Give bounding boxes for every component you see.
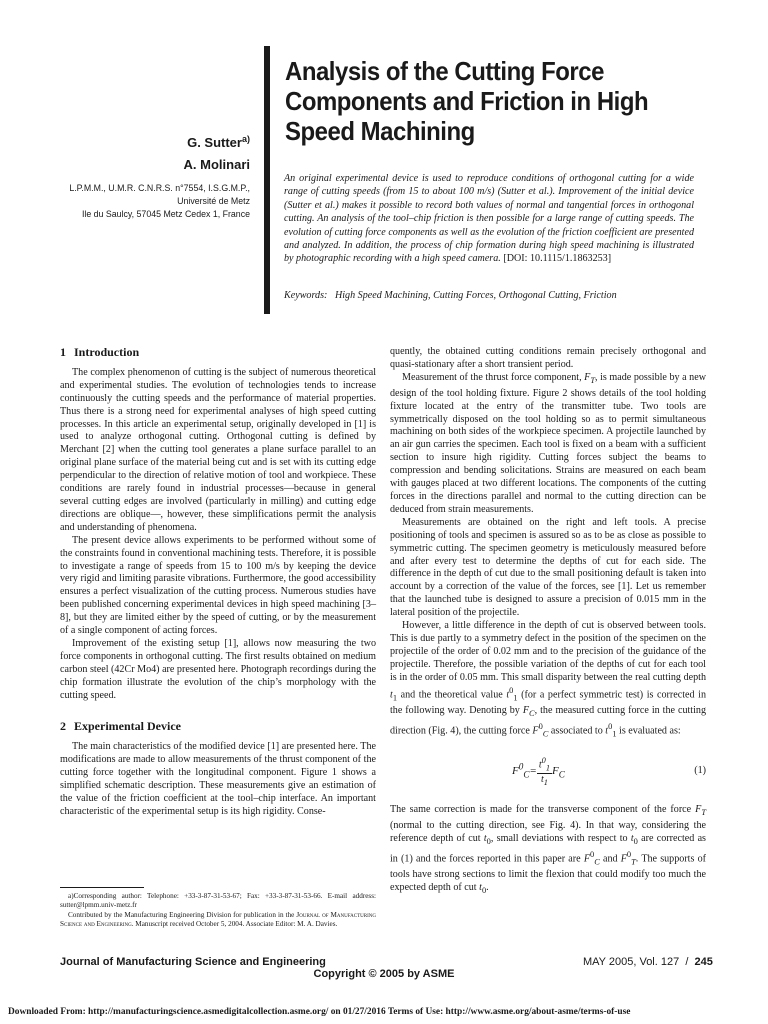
paragraph: Measurement of the thrust force component, $F_T$, is made possible by a new design of the tool holding fixture. Figure 2 shows details of the tool holding fixture located at the entry of the transmitter tube. Two tools are symmetrically disposed on the tool holding so as to permit simultaneous machining on both sides of the workpiece specimen. A projectile launched by an air gun carries the specimen. Each tool is fixed on a beam with a sufficient section to insure high rigidity. Cutting forces subject the beams to compression and bending solicitations. Strains are measured on each beam with gauges placed at two different locations. The components of the cutting forces in the directions parallel and normal to the cutting direction can be deduced from strain measurements. xyxy=(390,371,706,515)
download-notice: Downloaded From: http://manufacturingscience.asmedigitalcollection.asme.org/ on 01/27/2016 Terms of Use: http://www.asme.org/about-asme/terms-of-use xyxy=(8,1007,631,1017)
page-number: 245 xyxy=(694,956,713,968)
author-1: G. Sutter$^{a)}$ xyxy=(187,134,250,150)
footnote xyxy=(60,892,376,930)
section-heading-introduction: 1 Introduction xyxy=(60,345,140,359)
equation-expression: $F^0_C=$ $\frac{t^0_1}{t_1}$ $F_C$ xyxy=(512,756,565,788)
paragraph: Improvement of the existing setup [1], allows now measuring the two force components in orthogonal cutting. The first results obtained on medium carbon steel (42Cr Mo4) are presented here. Photograph recordings during the chip formation illustrate the evolution of the chip’s morphology with the cutting speed. xyxy=(60,637,376,701)
right-column xyxy=(390,346,706,898)
footnote-corresponding-author: a)Corresponding author: Telephone: +33-3-87-31-53-67; Fax: +33-3-87-31-53-66. E-mail address: sutter@lpmm.univ-metz.fr xyxy=(60,892,376,910)
left-column xyxy=(60,346,376,819)
equation-1 xyxy=(390,755,706,788)
keywords: Keywords: High Speed Machining, Cutting Forces, Orthogonal Cutting, Friction xyxy=(284,290,617,301)
paragraph: Measurements are obtained on the right and left tools. A precise positioning of tools and specimen is assured so as to be as close as possible to symmetric cutting. The specimen geometry is meticulously measured before and after every test to determine the depths of cut for each side. The difference in the depth of cut due to the small positioning default is taken into account by a correction of the value of the forces, see [1]. Let us remember that the launched tube is designed to assure a precision of 0.015 mm in the lateral position of the projectile. xyxy=(390,516,706,619)
author-2: A. Molinari xyxy=(183,157,250,172)
paper-title: Analysis of the Cutting Force Components and Friction in High Speed Machining xyxy=(285,56,649,146)
footer-journal-name: Journal of Manufacturing Science and Engineering xyxy=(60,956,326,968)
title-divider-bar xyxy=(264,46,270,314)
abstract: An original experimental device is used to reproduce conditions of orthogonal cutting for a wide range of cutting speeds (from 15 to about 100 m/s) (Sutter et al.). Improvement of the initial device (Sutter et al.) makes it possible to record both values of normal and tangential forces in orthogonal cutting. An analysis of the tool–chip friction is then possible for a large range of cutting speeds. The evolution of cutting force components as well as the evolution of the friction coefficient are presented and analyzed. In addition, the process of chip formation during high speed machining is illustrated by photographic recording with a high speed camera. [DOI: 10.1115/1.1863253] xyxy=(284,173,694,265)
paragraph: quently, the obtained cutting conditions remain precisely orthogonal and quasi-stationary after a short transient period. xyxy=(390,346,706,370)
footnote-contribution: Contributed by the Manufacturing Engineering Division for publication in the Journal of Manufacturing Science and Engineering. Manuscript received October 5, 2004. Associate Editor: M. A. Davies. xyxy=(60,910,376,929)
authors-block xyxy=(60,128,250,221)
paragraph: The main characteristics of the modified device [1] are presented here. The modifications are made to allow measurements of the thrust component of the cutting force together with the longitudinal component. Figure 1 shows a simplified schematic description. These measurements give an estimation of the value of the friction coefficient at the tool–chip interface. An important characteristic of the experimental setup is its high rigidity. Conse- xyxy=(60,741,376,817)
doi: [DOI: 10.1115/1.1863253] xyxy=(503,253,612,265)
footnote-rule xyxy=(60,887,144,888)
paragraph: The complex phenomenon of cutting is the subject of numerous theoretical and experimental studies. The evolution of technologies tends to increase continuously the cutting speeds and the performance of material properties. Thus there is a strong need for experimental analyses of high speed cutting processes. In this article an experimental setup, originally developed in [1] is used to analyze orthogonal cutting. Orthogonal cutting is defined by Merchant [2] when the cutting tool generates a plane surface parallel to an original plane surface of the material being cut and is set with its cutting edge perpendicular to the direction of relative motion of tool and workpiece. These conditions are rarely found in industrial processes—because in general several cutting edges are involved (particularly in milling) and cutting edge directions are oblique—, however, these simplifications permit the analysis and understanding of phenomena. xyxy=(60,366,376,533)
affiliation: L.P.M.M., U.M.R. C.N.R.S. n°7554, I.S.G.M.P., Université de Metz Ile du Saulcy, 57045 Metz Cedex 1, France xyxy=(69,183,250,219)
footer-copyright: Copyright © 2005 by ASME xyxy=(313,968,455,980)
paragraph: However, a little difference in the depth of cut is observed between tools. This is due partly to a symmetry defect in the position of the specimen on the projectile of the order of 0.02 mm and to the precision of the guidance of the projectile. Therefore, the possible variation of the depths of cut for each tool is in the order of 0.05 mm. This small disparity between the real cutting depth $t_1$ and the theoretical value $t^0_1$ (for a perfect symmetric test) is corrected in the following way. Denoting by $F_C$, the measured cutting force in the cutting direction (Fig. 4), the cutting force $F^0_C$ associated to $t^0_1$ is evaluated as: xyxy=(390,620,706,739)
footer-issue-info: MAY 2005, Vol. 127 / 245 xyxy=(583,956,713,968)
section-heading-experimental-device: 2 Experimental Device xyxy=(60,719,181,734)
equation-number: (1) xyxy=(694,765,706,777)
paragraph: The same correction is made for the transverse component of the force $F_T$ (normal to the cutting direction, see Fig. 4). In that way, considering the reference depth of cut $t_0$, small deviations with respect to $t_0$ are corrected as in (1) and the forces reported in this paper are $F^0_C$ and $F^0_T$. The supports of tools have strong sections to limit the flexion that could modify too much the expected depth of cut $t_0$. xyxy=(390,804,706,896)
paragraph: The present device allows experiments to be performed without some of the constraints found in conventional machining tests. Therefore, it is possible to investigate a range of speeds from 15 to 100 m/s by keeping the device very rigid and limiting parasite vibrations. Furthermore, the good accessibility ensures a perfect visualization of the cutting process. Numerous studies have been published concerning experimental devices in high speed machining [3–8], but they are limited either by the speed of cutting, or by the measurement of a single component of acting forces. xyxy=(60,534,376,637)
